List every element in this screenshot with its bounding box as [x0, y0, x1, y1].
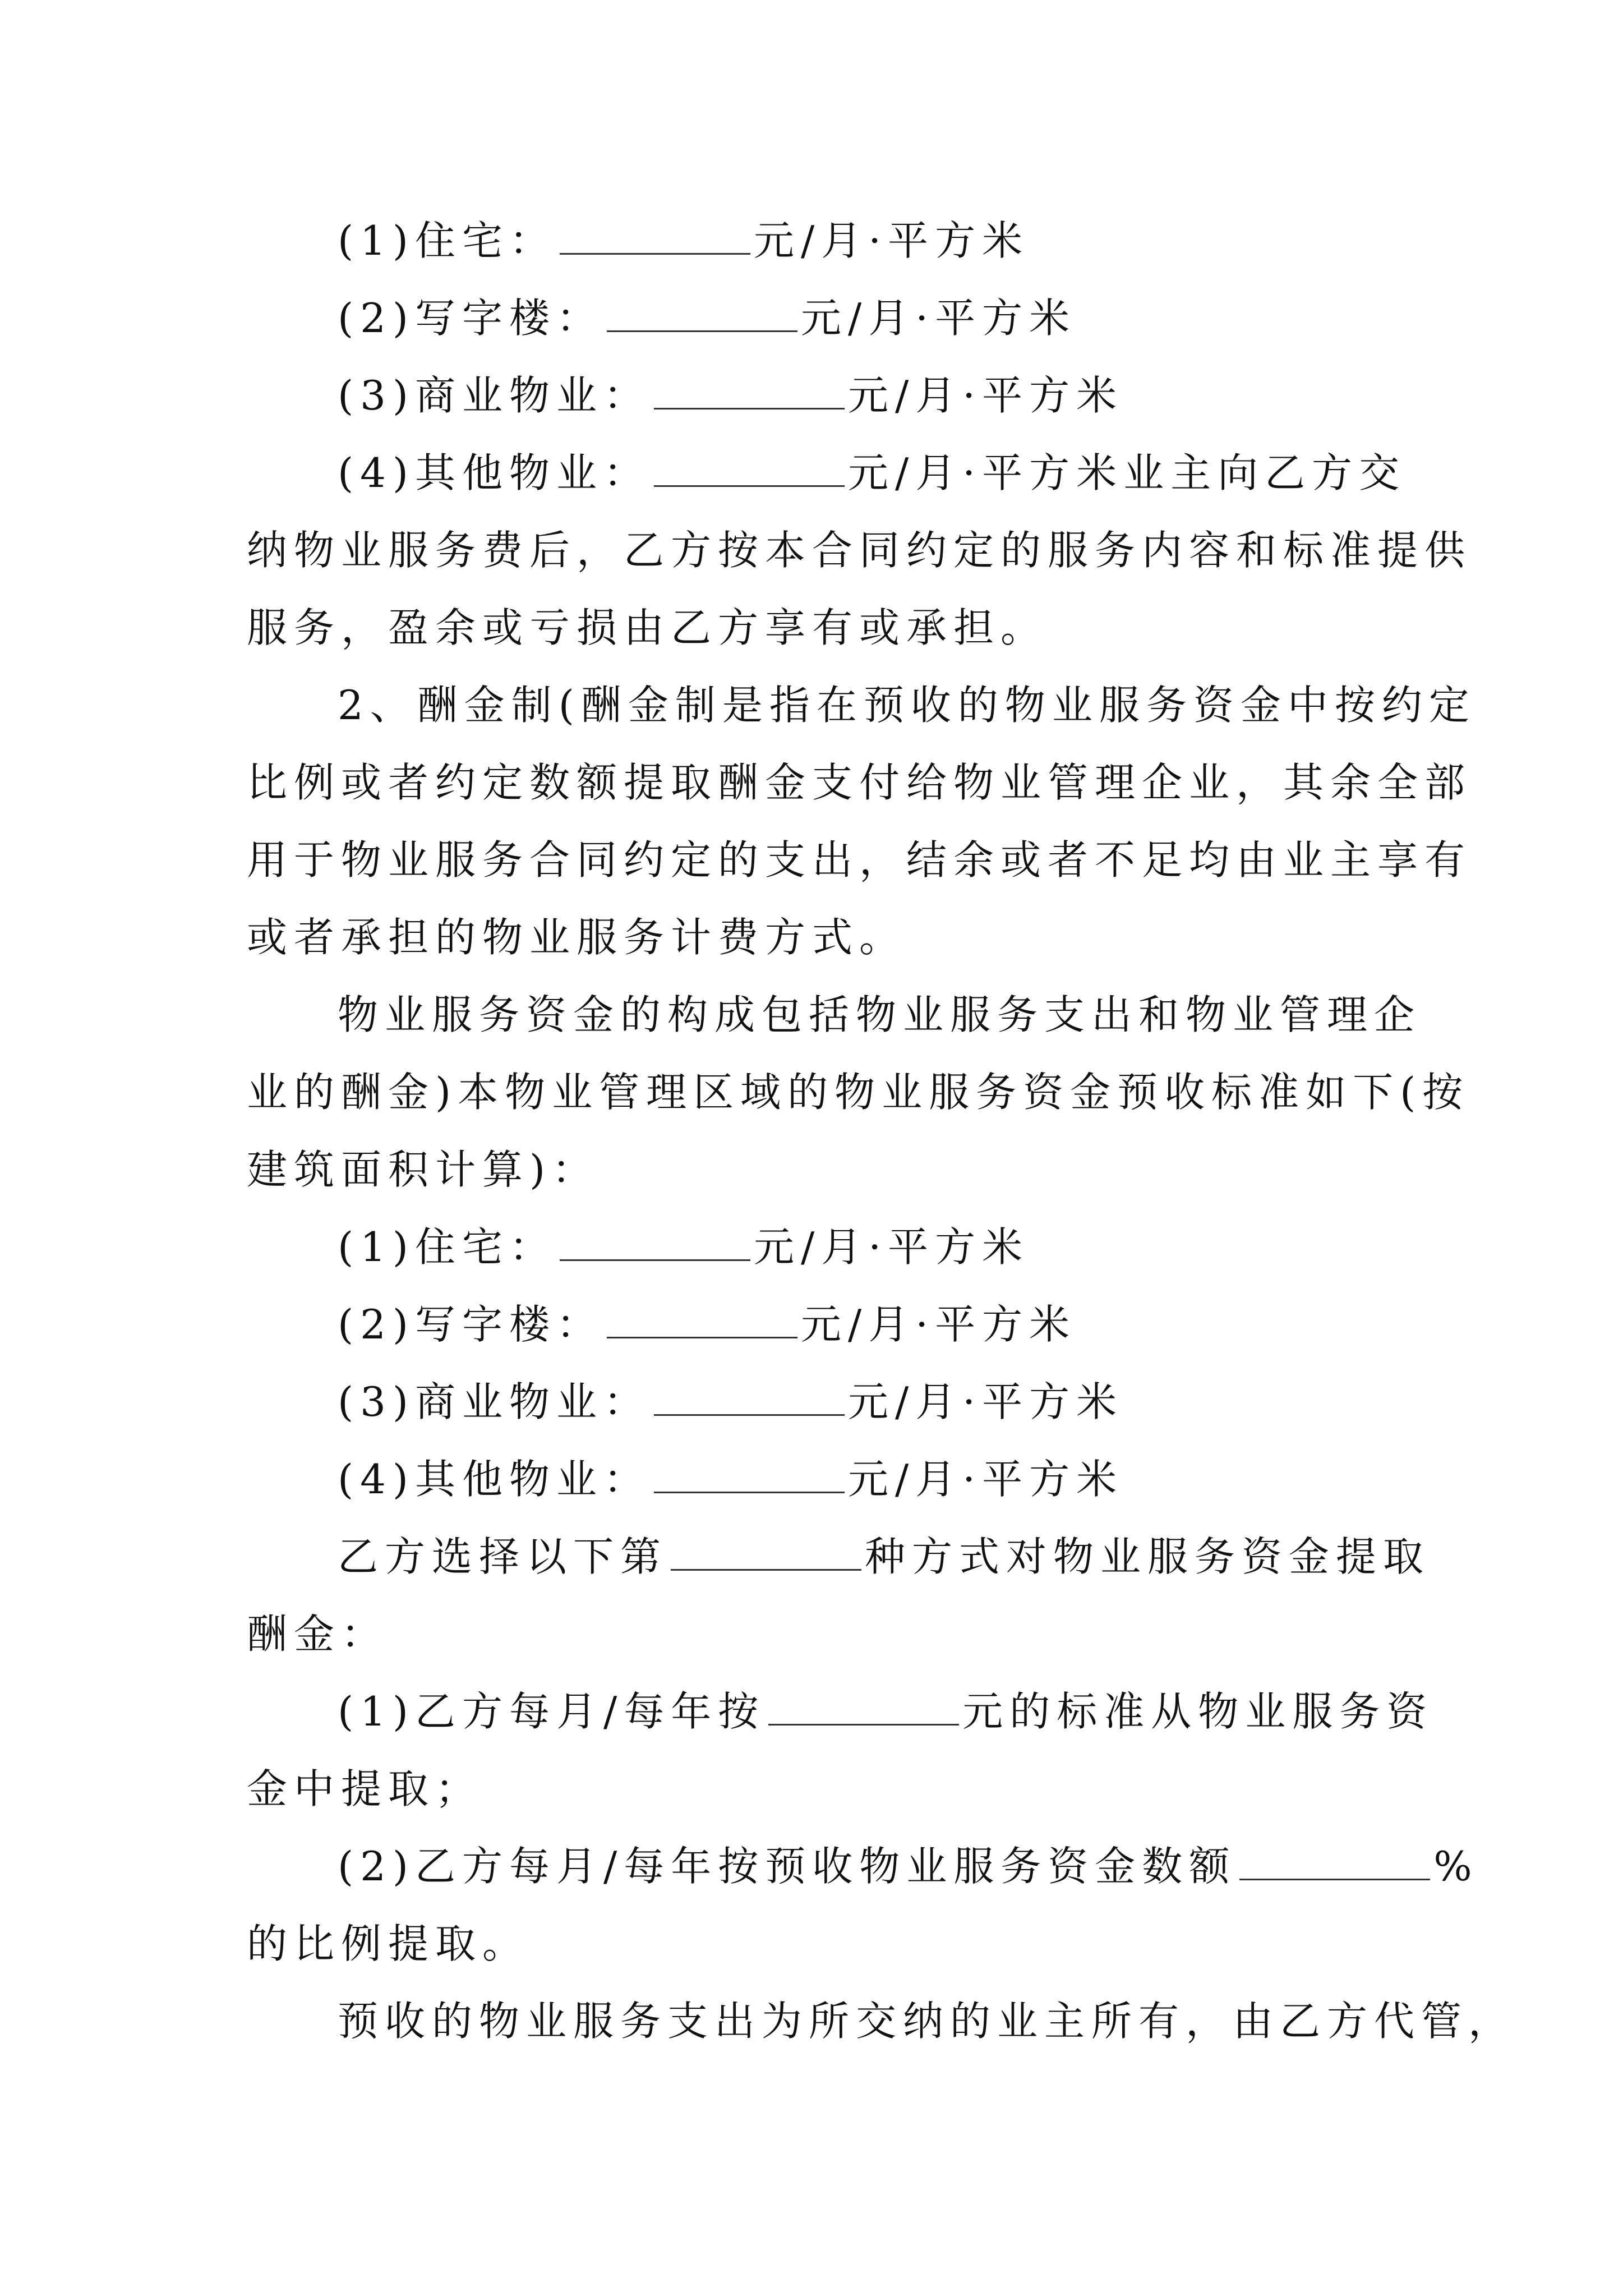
option-line: [247, 1828, 1479, 1905]
rate-line-other: [247, 1441, 1385, 1518]
paragraph-line: 比例或者约定数额提取酬金支付给物业管理企业，其余全部: [247, 759, 1472, 806]
rate-label: (4)其他物业：: [338, 1456, 651, 1503]
rate-unit: 元/月·平方米: [754, 217, 1030, 264]
rate-unit: 元/月·平方米: [848, 1456, 1124, 1503]
paragraph-line: 酬金：: [247, 1611, 389, 1658]
rate-label: (4)其他物业：: [338, 449, 651, 496]
fill-blank[interactable]: [654, 374, 845, 409]
option-text-after: %: [1433, 1843, 1479, 1890]
rate-line-commercial: [247, 1363, 1385, 1441]
rate-label: (1)住宅：: [338, 1223, 556, 1271]
choice-text-after: 种方式对物业服务资金提取: [865, 1533, 1431, 1580]
option-text-after: 元的标准从物业服务资: [962, 1688, 1434, 1735]
paragraph-line: 物业服务资金的构成包括物业服务支出和物业管理企: [338, 991, 1422, 1038]
rate-label: (3)商业物业：: [338, 372, 651, 419]
fill-blank[interactable]: [654, 1458, 845, 1493]
fill-blank[interactable]: [768, 1690, 959, 1726]
paragraph-line: 用于物业服务合同约定的支出，结余或者不足均由业主享有: [247, 836, 1472, 884]
rate-line-office: [247, 1286, 1385, 1363]
fill-blank[interactable]: [671, 1535, 861, 1571]
paragraph-line: 的比例提取。: [247, 1920, 530, 1967]
rate-line-commercial: [247, 357, 1385, 434]
rate-label: (2)写字楼：: [338, 1301, 603, 1348]
document-page: [247, 202, 1516, 2060]
rate-label: (2)写字楼：: [338, 295, 603, 342]
rate-line-residential: [247, 202, 1385, 279]
rate-line-office: [247, 279, 1385, 357]
paragraph-line: 纳物业服务费后，乙方按本合同约定的服务内容和标准提供: [247, 527, 1472, 574]
fill-blank[interactable]: [560, 219, 750, 255]
fill-blank[interactable]: [607, 297, 797, 332]
fill-blank[interactable]: [560, 1226, 750, 1261]
fill-blank[interactable]: [654, 452, 845, 487]
choice-text-before: 乙方选择以下第: [338, 1533, 668, 1580]
fill-blank[interactable]: [607, 1303, 797, 1338]
fill-blank[interactable]: [1239, 1845, 1430, 1880]
option-line: [247, 1673, 1434, 1750]
rate-unit: 元/月·平方米: [754, 1223, 1030, 1271]
paragraph-line: 或者承担的物业服务计费方式。: [247, 914, 907, 961]
rate-label: (3)商业物业：: [338, 1378, 651, 1425]
paragraph-line: 业的酬金)本物业管理区域的物业服务资金预收标准如下(按: [247, 1069, 1470, 1116]
fill-blank[interactable]: [654, 1381, 845, 1416]
rate-unit: 元/月·平方米: [848, 1378, 1124, 1425]
rate-label: (1)住宅：: [338, 217, 556, 264]
choice-line: [247, 1518, 1431, 1595]
option-text-before: (2)乙方每月/每年按预收物业服务资金数额: [338, 1843, 1237, 1890]
paragraph-line: 2、酬金制(酬金制是指在预收的物业服务资金中按约定: [338, 682, 1476, 729]
rate-unit: 元/月·平方米: [801, 295, 1077, 342]
paragraph-line: 预收的物业服务支出为所交纳的业主所有，由乙方代管，: [338, 1998, 1516, 2045]
paragraph-line: 金中提取；: [247, 1765, 483, 1812]
rate-line-residential: [247, 1208, 1385, 1286]
rate-unit: 元/月·平方米: [848, 372, 1124, 419]
option-text-before: (1)乙方每月/每年按: [338, 1688, 766, 1735]
rate-unit: 元/月·平方米业主向乙方交: [848, 449, 1407, 496]
paragraph-line: 服务，盈余或亏损由乙方享有或承担。: [247, 604, 1048, 651]
rate-unit: 元/月·平方米: [801, 1301, 1077, 1348]
rate-line-other: [247, 434, 1407, 512]
paragraph-line: 建筑面积计算)：: [247, 1146, 600, 1193]
